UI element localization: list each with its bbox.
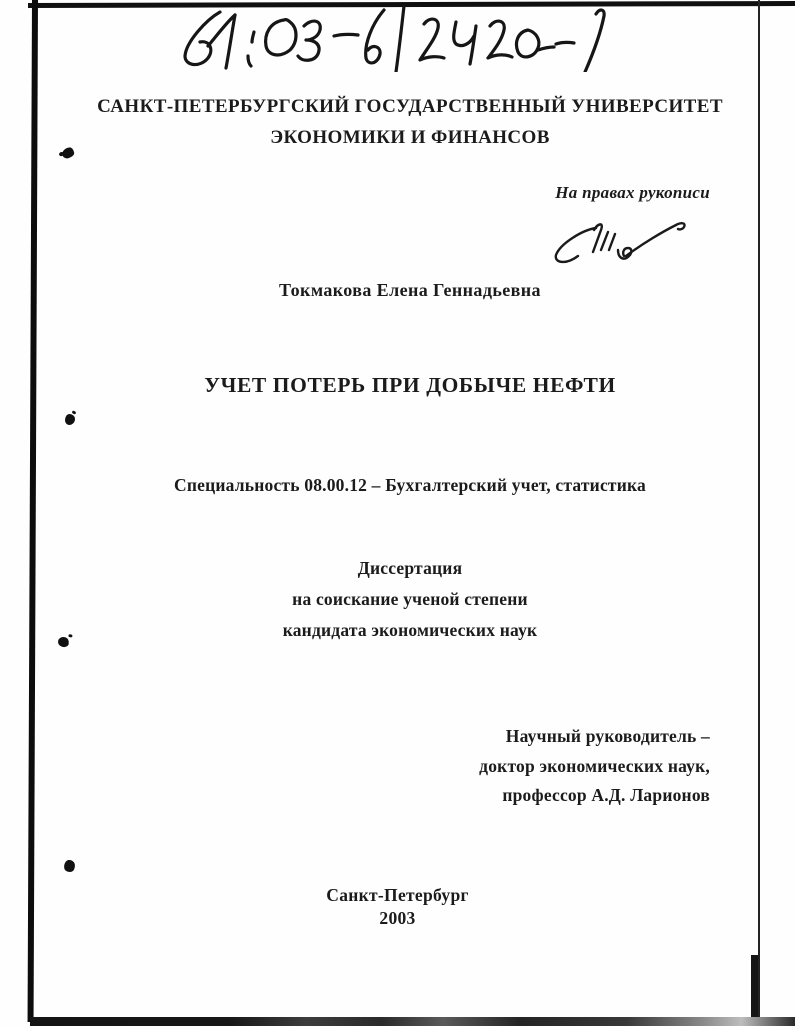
manuscript-note: На правах рукописи: [555, 183, 710, 202]
specialty-line: Специальность 08.00.12 – Бухгалтерский учет, статистика: [174, 475, 646, 495]
ink-blot: [65, 414, 75, 425]
supervisor-line3: профессор А.Д. Ларионов: [502, 785, 710, 805]
thesis-type-line1: Диссертация: [357, 558, 463, 578]
scan-edge-left: [28, 0, 38, 1022]
imprint-city: Санкт-Петербург: [326, 885, 469, 905]
ink-blot: [63, 859, 76, 872]
author-name: Токмакова Елена Геннадьевна: [279, 280, 541, 300]
catalog-number-handwriting: [172, 4, 624, 72]
university-name: [30, 91, 790, 153]
signature-handwriting: [538, 208, 708, 270]
university-line2: ЭКОНОМИКИ И ФИНАНСОВ: [270, 127, 550, 148]
imprint-block: [0, 884, 795, 930]
imprint-year: 2003: [379, 908, 416, 928]
supervisor-block: [479, 722, 710, 811]
dissertation-title: УЧЕТ ПОТЕРЬ ПРИ ДОБЫЧЕ НЕФТИ: [204, 373, 616, 397]
thesis-type-line2: на соискание ученой степени: [292, 589, 528, 609]
scan-edge-bottom: [30, 1017, 795, 1026]
thesis-type-block: [30, 553, 790, 646]
scan-edge-right: [758, 0, 760, 1020]
thesis-type-line3: кандидата экономических наук: [282, 620, 538, 640]
supervisor-line1: Научный руководитель –: [505, 726, 710, 746]
university-line1: САНКТ-ПЕТЕРБУРГСКИЙ ГОСУДАРСТВЕННЫЙ УНИВЕРСИТЕТ: [97, 96, 723, 117]
supervisor-line2: доктор экономических наук,: [479, 755, 710, 776]
scan-edge-right-bottom: [751, 955, 758, 1021]
